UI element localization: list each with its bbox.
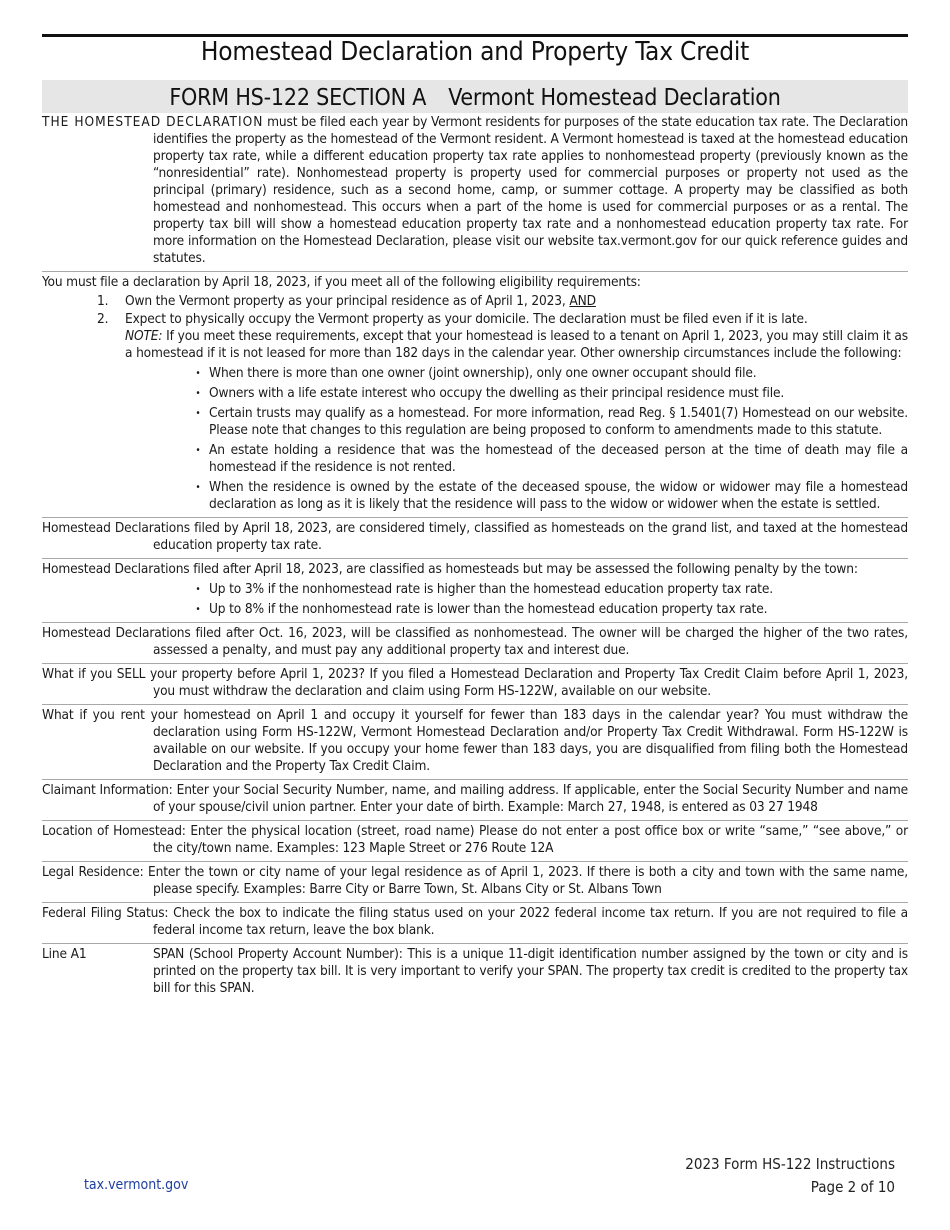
note-text: If you meet these requirements, except that your homestead is leased to a tenant on April 1, 2023, you may still claim it as a homestead if it is not leased for more than 182 days in the calendar year. Other ownership circumstances include the following: <box>125 328 908 361</box>
bullet-text: Up to 3% if the nonhomestead rate is higher than the homestead education property tax rate. <box>209 581 773 597</box>
after-oct-paragraph: Homestead Declarations filed after Oct. 16, 2023, will be classified as nonhomestead. The owner will be charged the higher of the two rates, assessed a penalty, and must pay any additional property tax and interest due. <box>42 622 908 663</box>
intro-lead: THE HOMESTEAD DECLARATION <box>42 114 264 130</box>
location-paragraph: Location of Homestead: Enter the physical location (street, road name) Please do not enter a post office box or write “same,” “see above,” or the city/town name. Examples: 123 Maple Street or 276 Route 12A <box>42 820 908 861</box>
list-item <box>97 311 908 362</box>
footer-form-name: 2023 Form HS-122 Instructions <box>685 1155 895 1173</box>
section-header <box>42 80 908 113</box>
website-link[interactable]: tax.vermont.gov <box>84 1177 189 1193</box>
section-form-label: FORM HS-122 SECTION A <box>169 85 427 111</box>
line-a1-text: SPAN (School Property Account Number): This is a unique 11-digit identification number assigned by the town or city and is printed on the property tax bill. It is very important to verify your SPAN. The property tax credit is credited to the property tax bill for this SPAN. <box>153 946 908 996</box>
claimant-paragraph: Claimant Information: Enter your Social Security Number, name, and mailing address. If applicable, enter the Social Security Number and name of your spouse/civil union partner. Enter your date of birth. Example: March 27, 1948, is entered as 03 27 1948 <box>42 779 908 820</box>
page-number: Page 2 of 10 <box>810 1178 895 1196</box>
section-subtitle: Vermont Homestead Declaration <box>448 85 781 111</box>
bullet-text: An estate holding a residence that was the homestead of the deceased person at the time of death may file a homestead if the residence is not rented. <box>209 442 908 475</box>
item-number: 2. <box>97 311 109 327</box>
eligibility-heading: You must file a declaration by April 18, 2023, if you meet all of the following eligibility requirements: <box>42 274 641 290</box>
list-item <box>97 293 908 310</box>
footer-info <box>685 1153 895 1199</box>
bullet-icon: • <box>195 408 201 419</box>
list-item <box>187 385 908 402</box>
timely-paragraph: Homestead Declarations filed by April 18, 2023, are considered timely, classified as homesteads on the grand list, and taxed at the homestead education property tax rate. <box>42 517 908 558</box>
page-title: Homestead Declaration and Property Tax Credit <box>200 37 750 67</box>
bullet-icon: • <box>195 604 201 615</box>
eligibility-list <box>42 293 908 362</box>
list-item <box>187 581 908 598</box>
eligibility-section <box>42 271 908 517</box>
list-item <box>187 365 908 382</box>
rent-paragraph: What if you rent your homestead on April 1 and occupy it yourself for fewer than 183 days in the calendar year? You must withdraw the declaration using Form HS-122W, Vermont Homestead Declaration and/or Property Tax Credit Withdrawal. Form HS-122W is available on our website. If you occupy your home fewer than 183 days, you are disqualified from filing both the Homestead Declaration and the Property Tax Credit Claim. <box>42 704 908 779</box>
item-text: Own the Vermont property as your principal residence as of April 1, 2023, <box>125 293 566 309</box>
bullet-icon: • <box>195 388 201 399</box>
sell-paragraph: What if you SELL your property before April 1, 2023? If you filed a Homestead Declaration and Property Tax Credit Claim before April 1, 2023, you must withdraw the declaration and claim using Form HS-122W, available on our website. <box>42 663 908 704</box>
line-a1-paragraph <box>42 943 908 1001</box>
note-label: NOTE: <box>125 328 163 344</box>
bullet-text: When there is more than one owner (joint ownership), only one owner occupant should file. <box>209 365 757 381</box>
bullet-text: Owners with a life estate interest who occupy the dwelling as their principal residence must file. <box>209 385 785 401</box>
list-item <box>187 405 908 439</box>
bullet-text: Up to 8% if the nonhomestead rate is lower than the homestead education property tax rate. <box>209 601 768 617</box>
bullet-icon: • <box>195 368 201 379</box>
list-item <box>187 479 908 513</box>
instructions-body <box>42 112 908 1001</box>
legal-residence-paragraph: Legal Residence: Enter the town or city name of your legal residence as of April 1, 2023. If there is both a city and town with the same name, please specify. Examples: Barre City or Barre Town, St. Albans City or St. Albans Town <box>42 861 908 902</box>
and-emphasis: AND <box>569 293 596 309</box>
bullet-text: When the residence is owned by the estate of the deceased spouse, the widow or widower may file a homestead declaration as long as it is likely that the residence will pass to the widow or widower when the estate is settled. <box>209 479 908 512</box>
intro-text: must be filed each year by Vermont residents for purposes of the state education tax rate. The Declaration identifies the property as the homestead of the Vermont resident. A Vermont homestead is taxed at the homestead education property tax rate, while a different education property tax rate applies to nonhomestead property (previously known as the “nonresidential” rate). Nonhomestead property is property used for commercial purposes or property not used as the principal (primary) residence, such as a second home, camp, or summer cottage. A property may be classified as both homestead and nonhomestead. This occurs when a part of the home is used for commercial purposes or as a rental. The property tax bill will show a homestead education property tax rate and a nonhomestead education property tax rate. For more information on the Homestead Declaration, please visit our website tax.vermont.gov for our quick reference guides and statutes. <box>153 114 909 266</box>
federal-status-paragraph: Federal Filing Status: Check the box to indicate the filing status used on your 2022 federal income tax return. If you are not required to file a federal income tax return, leave the box blank. <box>42 902 908 943</box>
bullet-text: Certain trusts may qualify as a homestead. For more information, read Reg. § 1.5401(7) Homestead on our website. Please note that changes to this regulation are being proposed to conform to amendments made to this statute. <box>209 405 908 438</box>
item-number: 1. <box>97 293 109 309</box>
late-section <box>42 558 908 622</box>
late-text: Homestead Declarations filed after April 18, 2023, are classified as homesteads but may be assessed the following penalty by the town: <box>42 561 858 577</box>
bullet-icon: • <box>195 482 201 493</box>
item-text: Expect to physically occupy the Vermont property as your domicile. The declaration must be filed even if it is late. <box>125 311 808 327</box>
bullet-icon: • <box>195 584 201 595</box>
intro-paragraph <box>42 112 908 271</box>
list-item <box>187 601 908 618</box>
line-a1-label: Line A1 <box>42 946 87 962</box>
list-item <box>187 442 908 476</box>
bullet-icon: • <box>195 445 201 456</box>
